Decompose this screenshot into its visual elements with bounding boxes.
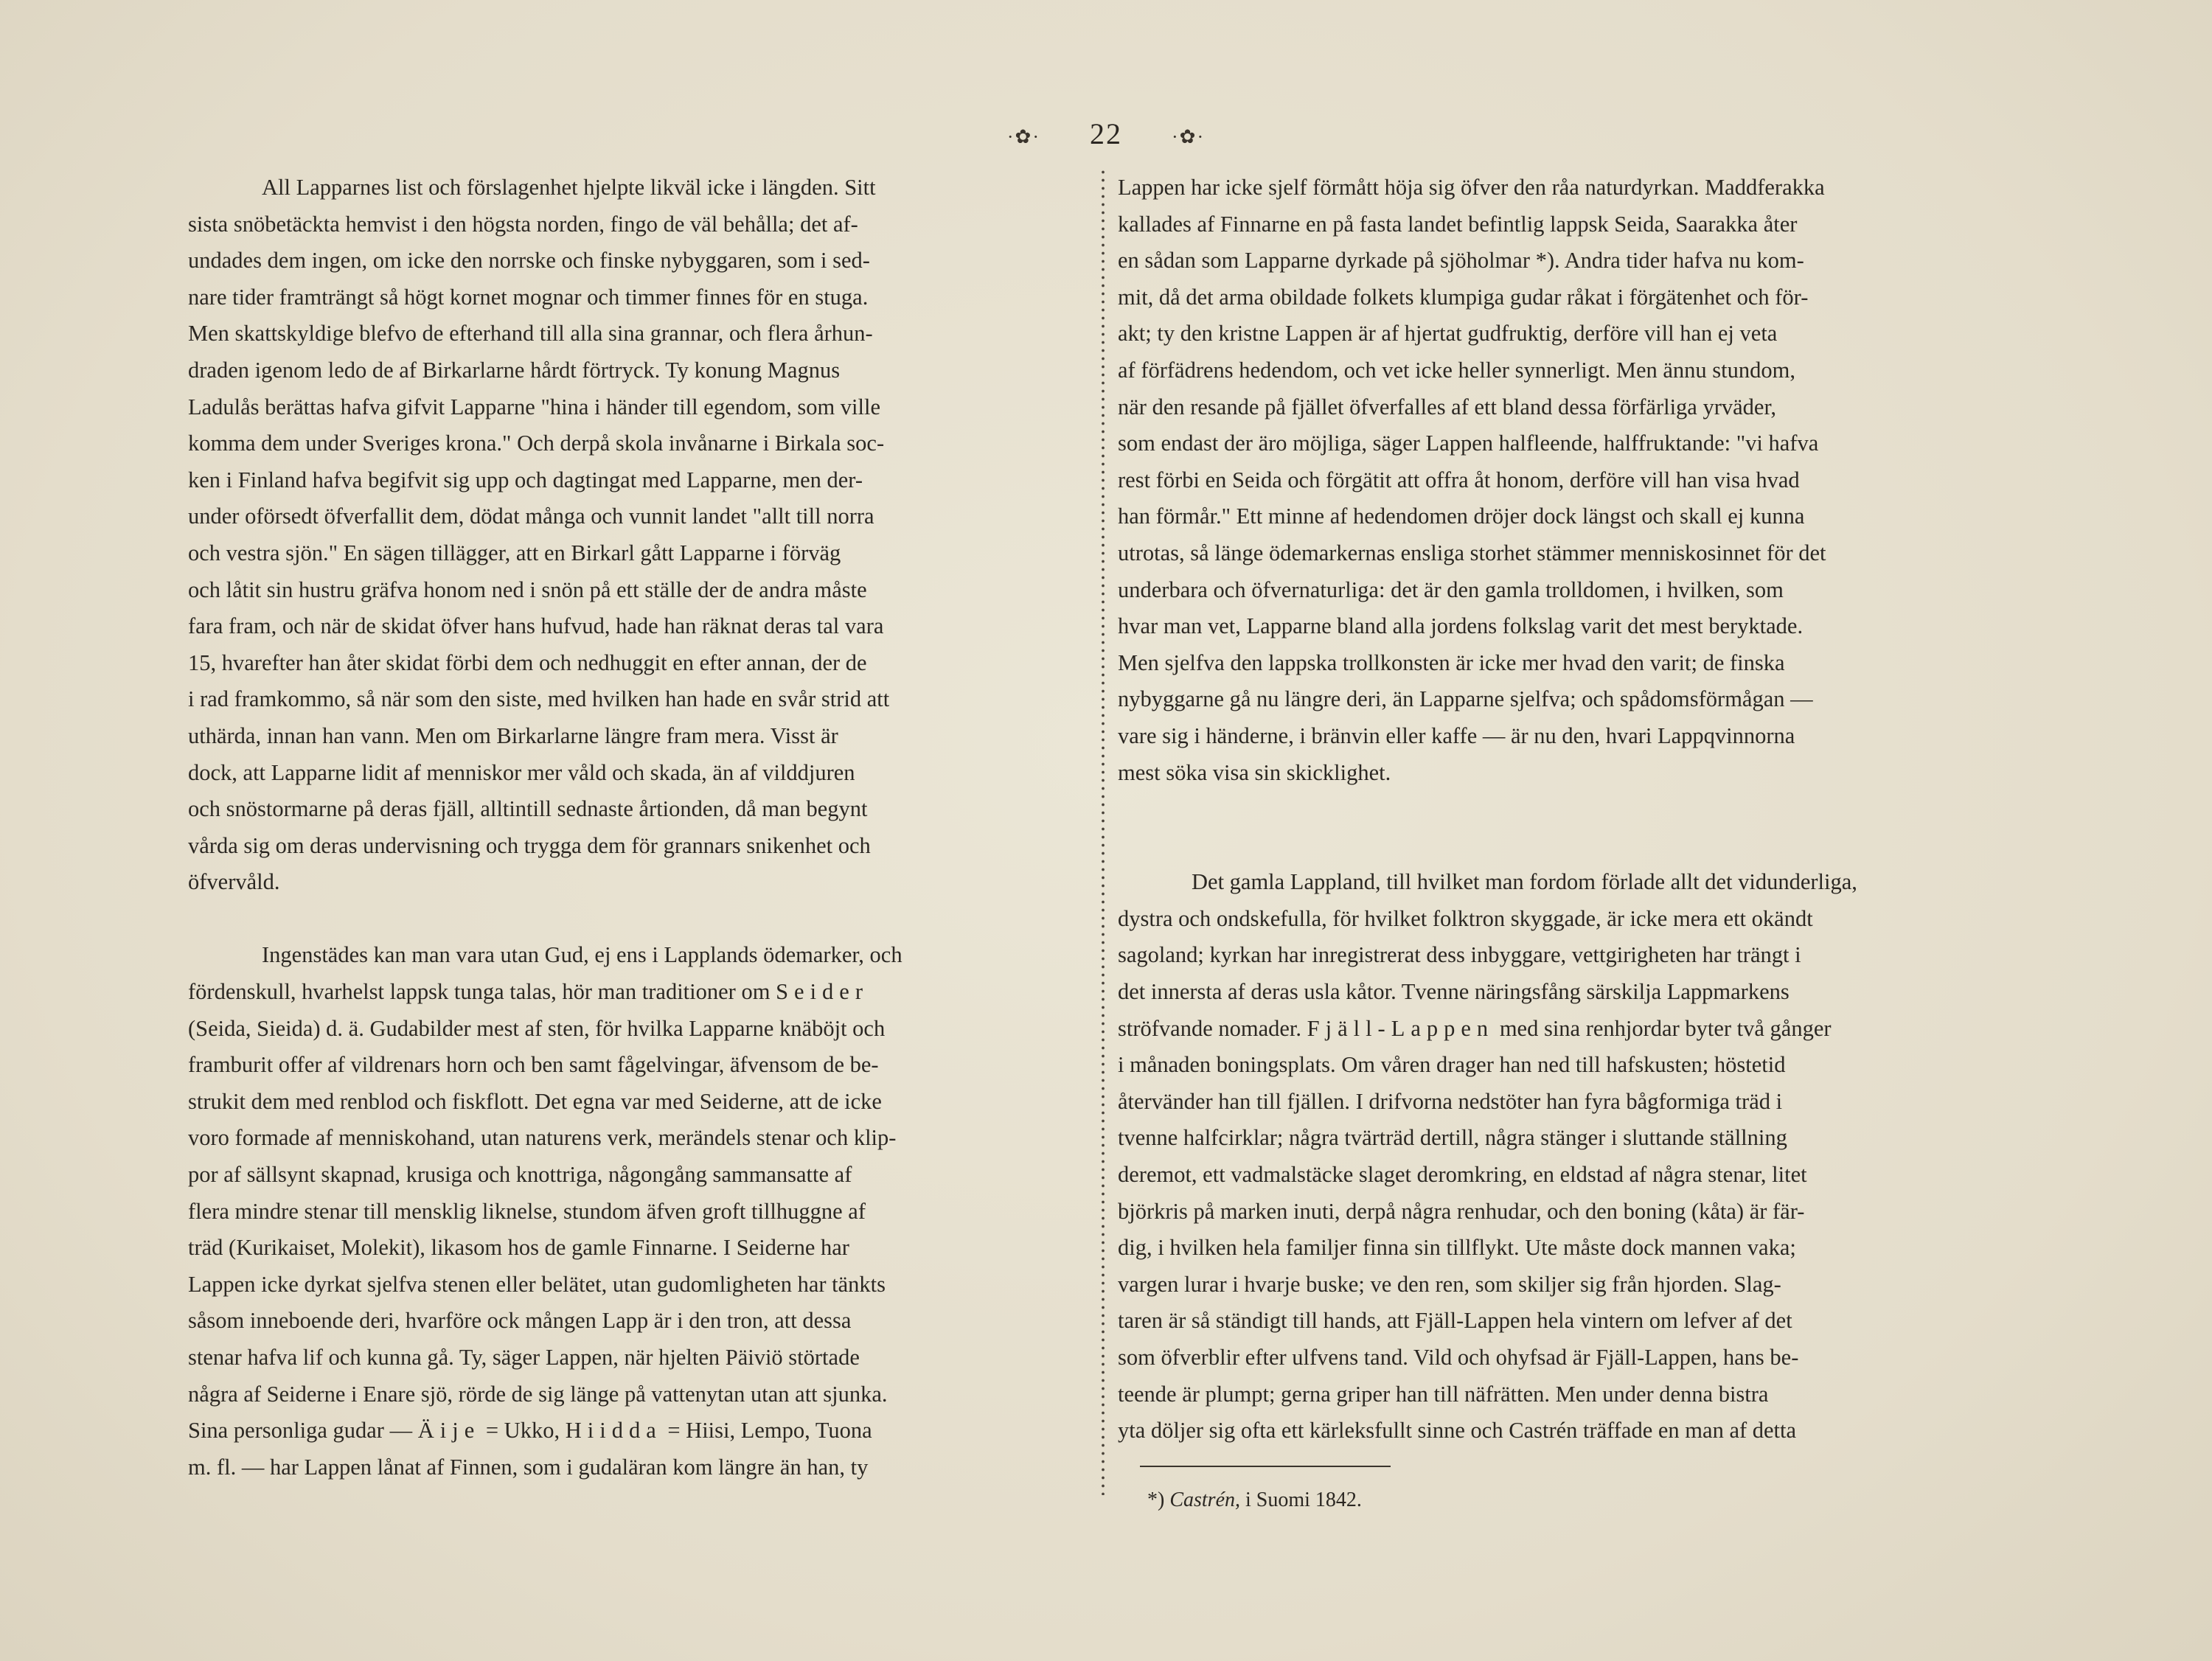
column-divider <box>1100 168 1106 1495</box>
text-line: deremot, ett vadmalstäcke slaget deromkring, en eldstad af några stenar, litet <box>1118 1162 1807 1188</box>
left-paragraph-1 <box>188 170 1091 901</box>
text-line: akt; ty den kristne Lappen är af hjertat gudfruktig, derföre vill han ej veta <box>1118 321 1778 347</box>
text-line: Lappen har icke sjelf förmått höja sig öfver den råa naturdyrkan. Maddferakka <box>1118 175 1825 200</box>
text-line: i rad framkommo, så när som den siste, med hvilken han hade en svår strid att <box>188 686 890 712</box>
text-line: hvar man vet, Lapparne bland alla jordens folkslag varit det mest beryktade. <box>1118 613 1804 639</box>
text-line: (Seida, Sieida) d. ä. Gudabilder mest af sten, för hvilka Lapparne knäböjt och <box>188 1015 886 1041</box>
text-line: som endast der äro möjliga, säger Lappen halfleende, halffruktande: "vi hafva <box>1118 431 1819 456</box>
footnote-source: i Suomi 1842. <box>1240 1488 1362 1511</box>
text-line: por af sällsynt skapnad, krusiga och knottriga, någongång sammansatte af <box>188 1162 852 1188</box>
right-paragraph-2 <box>1118 864 2025 1449</box>
text-line: tvenne halfcirklar; några tvärträd dertill, några stänger i sluttande ställning <box>1118 1125 1787 1151</box>
page-number: 22 <box>1090 117 1122 150</box>
text-line: Sina personliga gudar — Äije = Ukko, Hiidda = Hiisi, Lempo, Tuona <box>188 1418 872 1444</box>
text-line: nare tider framträngt så högt kornet mognar och timmer finnes för en stuga. <box>188 284 869 310</box>
text-line: en sådan som Lapparne dyrkade på sjöholmar *). Andra tider hafva nu kom- <box>1118 248 1804 274</box>
text-line: dystra och ondskefulla, för hvilket folktron skyggade, är icke mera ett okändt <box>1118 905 1813 931</box>
text-line: undades dem ingen, om icke den norrske och finske nybyggaren, som i sed- <box>188 248 870 274</box>
text-line: han förmår." Ett minne af hedendomen dröjer dock längst och skall ej kunna <box>1118 504 1805 529</box>
left-column <box>188 170 1091 1486</box>
footnote-author: Castrén, <box>1169 1488 1241 1511</box>
text-line: komma dem under Sveriges krona." Och derpå skola invånarne i Birkala soc- <box>188 431 885 456</box>
text-line: det innersta af deras usla kåtor. Tvenne näringsfång särskilja Lappmarkens <box>1118 979 1790 1005</box>
ornament-left-icon: ·✿· <box>1006 125 1040 147</box>
text-line: m. fl. — har Lappen lånat af Finnen, som i gudaläran kom längre än han, ty <box>188 1454 869 1480</box>
text-line: Men skattskyldige blefvo de efterhand till alla sina grannar, och flera århun- <box>188 321 873 347</box>
text-line: Ingenstädes kan man vara utan Gud, ej ens i Lapplands ödemarker, och <box>262 942 902 968</box>
footnote <box>1118 1482 2025 1519</box>
text-line: yta döljer sig ofta ett kärleksfullt sinne och Castrén träffade en man af detta <box>1118 1418 1797 1444</box>
text-line: under oförsedt öfverfallit dem, dödat många och vunnit landet "allt till norra <box>188 504 874 529</box>
term-aije: Äije <box>417 1418 481 1444</box>
text-line: mest söka visa sin skicklighet. <box>1118 759 1391 785</box>
text-line: All Lapparnes list och förslagenhet hjelpte likväl icke i längden. Sitt <box>262 175 876 200</box>
text-line: stenar hafva lif och kunna gå. Ty, säger Lappen, när hjelten Päiviö störtade <box>188 1345 860 1370</box>
page-header <box>0 116 2212 151</box>
text-line: öfvervåld. <box>188 869 280 895</box>
text-line: när den resande på fjället öfverfalles af ett bland dessa förfärliga yrväder, <box>1118 394 1777 419</box>
footnote-rule <box>1140 1466 1391 1467</box>
text-line: dig, i hvilken hela familjer finna sin tillflykt. Ute måste dock mannen vaka; <box>1118 1235 1796 1261</box>
text-line: Det gamla Lappland, till hvilket man fordom förlade allt det vidunderliga, <box>1192 869 1857 895</box>
text-line: Lappen icke dyrkat sjelfva stenen eller belätet, utan gudomligheten har tänkts <box>188 1271 886 1297</box>
text-line: fara fram, och när de skidat öfver hans hufvud, hade han räknat deras tal vara <box>188 613 884 639</box>
text-line: Men sjelfva den lappska trollkonsten är icke mer hvad den varit; de finska <box>1118 650 1785 675</box>
text-line: och låtit sin hustru gräfva honom ned i snön på ett ställe der de andra måste <box>188 577 867 602</box>
text-line: rest förbi en Seida och förgätit att offra åt honom, derföre vill han visa hvad <box>1118 467 1800 492</box>
text-line: sagoland; kyrkan har inregistrerat dess inbyggare, vettgirigheten har trängt i <box>1118 942 1801 968</box>
text-line: fördenskull, hvarhelst lappsk tunga talas, hör man traditioner om Seider <box>188 979 869 1005</box>
text-line: dock, att Lapparne lidit af menniskor mer våld och skada, än af vilddjuren <box>188 759 855 785</box>
text-line: ströfvande nomader. Fjäll-Lappen med sina renhjordar byter två gånger <box>1118 1015 1832 1041</box>
text-line: nybyggarne gå nu längre deri, än Lapparne sjelfva; och spådomsförmågan — <box>1118 686 1813 712</box>
text-line: som öfverblir efter ulfvens tand. Vild och ohyfsad är Fjäll-Lappen, hans be- <box>1118 1345 1799 1370</box>
text-line: draden igenom ledo de af Birkarlarne hårdt förtryck. Ty konung Magnus <box>188 357 841 383</box>
text-line: ken i Finland hafva begifvit sig upp och dagtingat med Lapparne, men der- <box>188 467 863 492</box>
footnote-mark: *) <box>1147 1488 1165 1511</box>
right-paragraph-1 <box>1118 170 2025 791</box>
text-line: såsom inneboende deri, hvarföre ock mången Lapp är i den tron, att dessa <box>188 1308 852 1334</box>
text-line: björkris på marken inuti, derpå några renhudar, och den boning (kåta) är fär- <box>1118 1198 1805 1224</box>
left-paragraph-2 <box>188 937 1091 1486</box>
text-line: återvänder han till fjällen. I drifvorna nedstöter han fyra bågformiga träd i <box>1118 1088 1783 1114</box>
right-column <box>1118 170 2025 1518</box>
text-line: vare sig i händerne, i bränvin eller kaffe — är nu den, hvari Lappqvinnorna <box>1118 722 1795 748</box>
text-line: utrotas, så länge ödemarkernas ensliga storhet stämmer menniskosinnet för det <box>1118 540 1826 565</box>
text-line: kallades af Finnarne en på fasta landet befintlig lappsk Seida, Saarakka åter <box>1118 211 1798 237</box>
text-line: vargen lurar i hvarje buske; ve den ren, som skiljer sig från hjorden. Slag- <box>1118 1271 1781 1297</box>
text-line: taren är så ständigt till hands, att Fjäll-Lappen hela vintern om lefver af det <box>1118 1308 1792 1334</box>
text-line: 15, hvarefter han åter skidat förbi dem och nedhuggit en efter annan, der de <box>188 650 867 675</box>
term-hiidda: Hiidda <box>565 1418 662 1444</box>
text-line: i månaden boningsplats. Om våren drager han ned till hafskusten; höstetid <box>1118 1052 1786 1078</box>
text-line: Ladulås berättas hafva gifvit Lapparne "hina i händer till egendom, som ville <box>188 394 881 419</box>
text-line: och vestra sjön." En sägen tillägger, att en Birkarl gått Lapparne i förväg <box>188 540 841 565</box>
text-line: mit, då det arma obildade folkets klumpiga gudar råkat i förgätenhet och för- <box>1118 284 1809 310</box>
text-line: några af Seiderne i Enare sjö, rörde de sig länge på vattenytan utan att sjunka. <box>188 1381 888 1407</box>
text-line: strukit dem med renblod och fiskflott. Det egna var med Seiderne, att de icke <box>188 1088 882 1114</box>
text-line: träd (Kurikaiset, Molekit), likasom hos de gamle Finnarne. I Seiderne har <box>188 1235 849 1261</box>
text-line: flera mindre stenar till mensklig liknelse, stundom äfven groft tillhuggne af <box>188 1198 866 1224</box>
text-line: sista snöbetäckta hemvist i den högsta norden, fingo de väl behålla; det af- <box>188 211 858 237</box>
term-seider: Seider <box>776 979 869 1005</box>
text-line: och snöstormarne på deras fjäll, alltintill sednaste årtionden, då man begynt <box>188 796 868 822</box>
term-fjall-lappen: Fjäll-Lappen <box>1307 1015 1495 1041</box>
text-line: teende är plumpt; gerna griper han till näfrätten. Men under denna bistra <box>1118 1381 1769 1407</box>
text-line: underbara och öfvernaturliga: det är den gamla trolldomen, i hvilken, som <box>1118 577 1784 602</box>
text-line: vårda sig om deras undervisning och trygga dem för grannars snikenhet och <box>188 832 871 858</box>
ornament-right-icon: ·✿· <box>1172 125 1206 147</box>
text-line: framburit offer af vildrenars horn och ben samt fågelvingar, äfvensom de be- <box>188 1052 879 1078</box>
text-line: uthärda, innan han vann. Men om Birkarlarne längre fram mera. Visst är <box>188 722 838 748</box>
text-line: af förfädrens hedendom, och vet icke heller synnerligt. Men ännu stundom, <box>1118 357 1795 383</box>
text-line: voro formade af menniskohand, utan naturens verk, merändels stenar och klip- <box>188 1125 897 1151</box>
